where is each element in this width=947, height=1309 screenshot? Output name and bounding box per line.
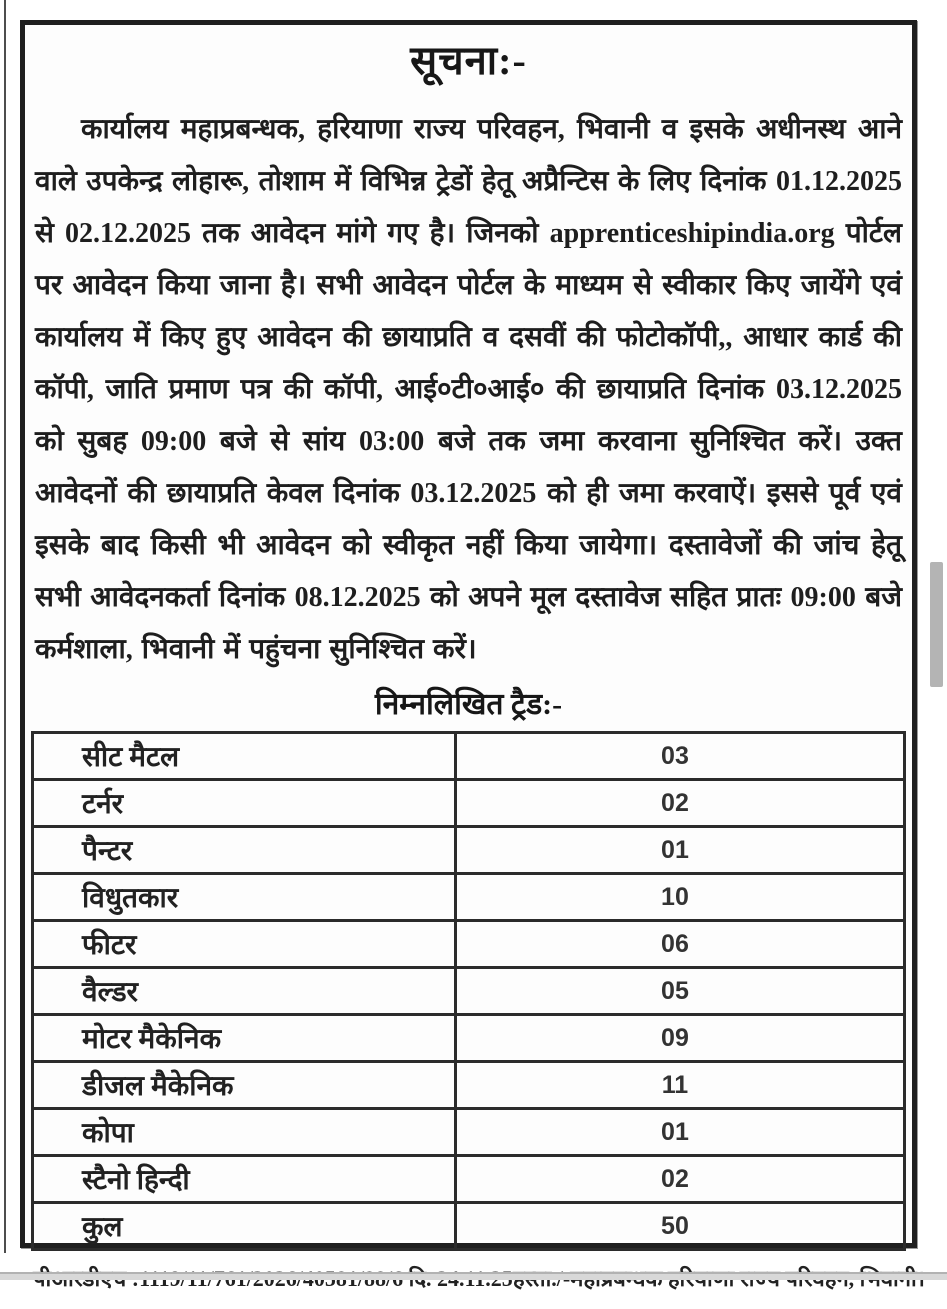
page-left-edge-line xyxy=(4,0,6,1253)
trade-count: 02 xyxy=(455,780,904,827)
trade-name: पैन्टर xyxy=(33,827,456,874)
trades-table-body xyxy=(33,733,905,1250)
trade-name: मोटर मैकेनिक xyxy=(33,1015,456,1062)
table-row xyxy=(33,1109,905,1156)
scrollbar-thumb[interactable] xyxy=(930,562,943,687)
trade-count-total: 50 xyxy=(455,1203,904,1250)
bottom-edge-bar xyxy=(0,1272,947,1280)
table-row xyxy=(33,733,905,780)
notice-body-paragraph: कार्यालय महाप्रबन्धक, हरियाणा राज्य परिवहन, भिवानी व इसके अधीनस्थ आने वाले उपकेन्द्र लोहारू, तोशाम में विभिन्न ट्रेडों हेतू अप्रैन्टिस के लिए दिनांक 01.12.2025 से 02.12.2025 तक आवेदन मांगे गए है। जिनको apprenticeshipindia.org पोर्टल पर आवेदन किया जाना है। सभी आवेदन पोर्टल के माध्यम से स्वीकार किए जायेंगे एवं कार्यालय में किए हुए आवेदन की छायाप्रति व दसवीं की फोटोकॉपी,, आधार कार्ड की कॉपी, जाति प्रमाण पत्र की कॉपी, आई०टी०आई० की छायाप्रति दिनांक 03.12.2025 को सुबह 09:00 बजे से सांय 03:00 बजे तक जमा करवाना सुनिश्चित करें। उक्त आवेदनों की छायाप्रति केवल दिनांक 03.12.2025 को ही जमा करवाऐं। इससे पूर्व एवं इसके बाद किसी भी आवेदन को स्वीकृत नहीं किया जायेगा। दस्तावेजों की जांच हेतू सभी आवेदनकर्ता दिनांक 08.12.2025 को अपने मूल दस्तावेज सहित प्रातः 09:00 बजे कर्मशाला, भिवानी में पहुंचना सुनिश्चित करें। xyxy=(35,114,902,665)
table-row xyxy=(33,1156,905,1203)
trade-name: डीजल मैकेनिक xyxy=(33,1062,456,1109)
trade-name: वैल्डर xyxy=(33,968,456,1015)
table-row xyxy=(33,921,905,968)
table-row total-row xyxy=(33,1203,905,1250)
trade-count: 09 xyxy=(455,1015,904,1062)
trade-count: 01 xyxy=(455,827,904,874)
trade-count: 03 xyxy=(455,733,904,780)
table-row xyxy=(33,968,905,1015)
trade-count: 10 xyxy=(455,874,904,921)
table-row xyxy=(33,1015,905,1062)
trade-count: 06 xyxy=(455,921,904,968)
trade-count: 05 xyxy=(455,968,904,1015)
trade-count: 11 xyxy=(455,1062,904,1109)
trade-name: स्टैनो हिन्दी xyxy=(33,1156,456,1203)
trade-name: कोपा xyxy=(33,1109,456,1156)
table-row xyxy=(33,874,905,921)
table-row xyxy=(33,780,905,827)
trade-name: विधुतकार xyxy=(33,874,456,921)
trade-name: टर्नर xyxy=(33,780,456,827)
table-row xyxy=(33,1062,905,1109)
trades-table-heading: निम्नलिखित ट्रैड:- xyxy=(374,688,563,721)
notice-footer xyxy=(31,1251,906,1309)
table-row xyxy=(33,827,905,874)
trade-name: फीटर xyxy=(33,921,456,968)
notice-title: सूचना:- xyxy=(410,38,527,83)
trades-table xyxy=(31,731,906,1251)
trade-count: 02 xyxy=(455,1156,904,1203)
notice-document xyxy=(20,20,917,1248)
trade-name-total: कुल xyxy=(33,1203,456,1250)
trade-name: सीट मैटल xyxy=(33,733,456,780)
trade-count: 01 xyxy=(455,1109,904,1156)
